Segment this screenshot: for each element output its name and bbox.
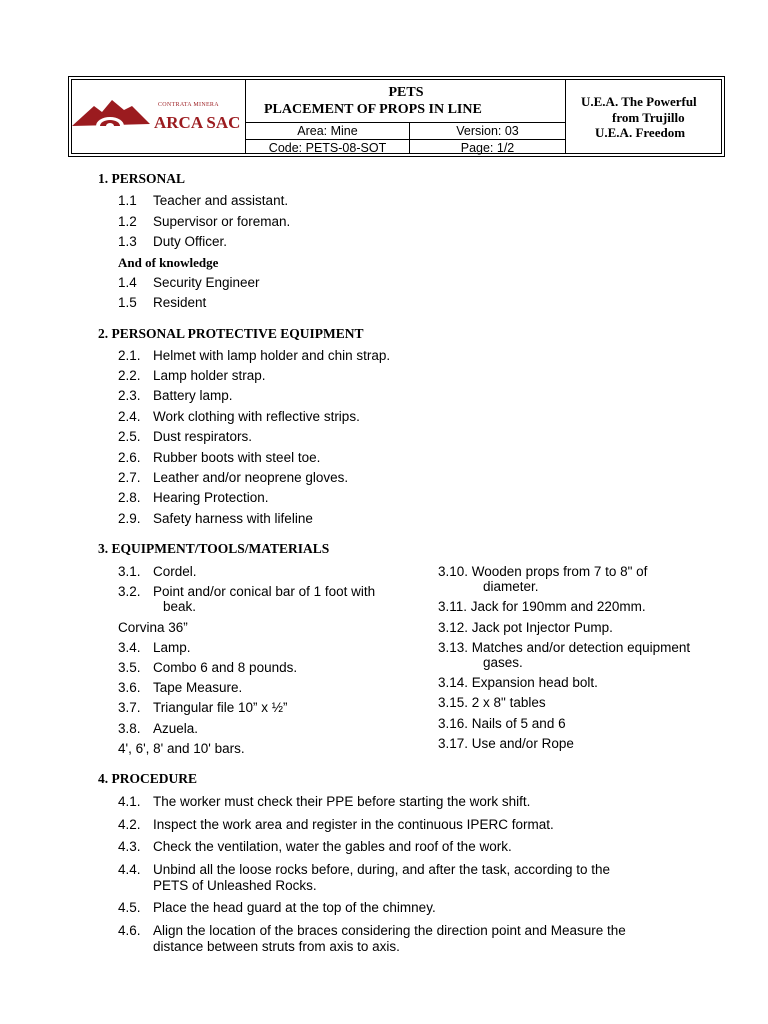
- item-text: Helmet with lamp holder and chin strap.: [153, 348, 391, 363]
- item-text: Tape Measure.: [153, 680, 243, 695]
- item-number: 2.4.: [118, 409, 141, 424]
- company-logo: [72, 80, 244, 153]
- section-heading: 1. PERSONAL: [98, 171, 186, 186]
- step-continuation: distance between struts from axis to axis.: [153, 939, 400, 954]
- document-type: PETS: [388, 85, 424, 100]
- step-number: 4.6.: [118, 923, 141, 938]
- item-number: 1.4: [118, 275, 137, 290]
- step-text: Unbind all the loose rocks before, during, and after the task, according to the: [153, 862, 611, 877]
- item-text: Rubber boots with steel toe.: [153, 450, 321, 465]
- list-item: [118, 660, 297, 676]
- step-number: 4.4.: [118, 862, 141, 877]
- list-item: [118, 234, 227, 250]
- procedure-step: [118, 900, 436, 916]
- item-number: 2.2.: [118, 368, 141, 383]
- step-number: 4.2.: [118, 817, 141, 832]
- item-text: Triangular file 10” x ½”: [153, 700, 288, 715]
- list-item: [118, 429, 252, 445]
- item-text: Dust respirators.: [153, 429, 253, 444]
- item-number: 1.1: [118, 193, 137, 208]
- document-title-cell: [247, 80, 565, 122]
- procedure-step: [118, 794, 530, 810]
- item-text: Security Engineer: [153, 275, 260, 290]
- list-item: [118, 368, 266, 384]
- list-item: [118, 214, 290, 230]
- list-item: [118, 295, 206, 311]
- item-text: Supervisor or foreman.: [153, 214, 291, 229]
- step-text: Inspect the work area and register in the continuous IPERC format.: [153, 817, 554, 832]
- list-item: [118, 721, 198, 737]
- area-field: Area: Mine: [297, 124, 358, 138]
- item-text: Azuela.: [153, 721, 199, 736]
- uea-line: U.E.A. The Powerful: [581, 94, 697, 109]
- item-number: 2.9.: [118, 511, 141, 526]
- item-text: Work clothing with reflective strips.: [153, 409, 360, 424]
- list-item: [118, 490, 269, 506]
- list-item: [118, 275, 260, 291]
- uea-line: from Trujillo: [612, 110, 685, 125]
- subheading: And of knowledge: [118, 255, 219, 270]
- list-item: 3.12. Jack pot Injector Pump.: [438, 620, 613, 635]
- item-text: Resident: [153, 295, 207, 310]
- list-item: [118, 584, 375, 600]
- list-item: 3.15. 2 x 8" tables: [438, 695, 546, 710]
- logo-tagline: CONTRATA MINERA: [158, 102, 219, 108]
- list-item: 3.13. Matches and/or detection equipment: [438, 640, 691, 655]
- item-text: Leather and/or neoprene gloves.: [153, 470, 349, 485]
- list-item: 3.10. Wooden props from 7 to 8" of: [438, 564, 648, 579]
- item-text: Duty Officer.: [153, 234, 228, 249]
- item-number: 3.2.: [118, 584, 141, 599]
- document-header: [68, 76, 725, 157]
- step-text: Check the ventilation, water the gables and roof of the work.: [153, 839, 512, 854]
- item-text: Combo 6 and 8 pounds.: [153, 660, 298, 675]
- list-item: Corvina 36”: [118, 620, 188, 635]
- item-text: Point and/or conical bar of 1 foot with: [153, 584, 376, 599]
- logo-company-name: ARCA SAC: [154, 113, 241, 132]
- item-number: 3.8.: [118, 721, 141, 736]
- procedure-step: [118, 862, 610, 878]
- list-item: 3.14. Expansion head bolt.: [438, 675, 598, 690]
- list-item: [118, 680, 242, 696]
- item-number: 3.7.: [118, 700, 141, 715]
- item-text: Lamp holder strap.: [153, 368, 266, 383]
- list-item: [118, 470, 348, 486]
- step-number: 4.5.: [118, 900, 141, 915]
- item-text: Safety harness with lifeline: [153, 511, 313, 526]
- item-number: 3.4.: [118, 640, 141, 655]
- uea-cell: [568, 80, 721, 153]
- list-item: 3.16. Nails of 5 and 6: [438, 716, 566, 731]
- list-item: [118, 388, 233, 404]
- list-item: [118, 450, 320, 466]
- list-item: [118, 193, 288, 209]
- step-text: Align the location of the braces considering the direction point and Measure the: [153, 923, 626, 938]
- step-number: 4.3.: [118, 839, 141, 854]
- item-number: 1.3: [118, 234, 137, 249]
- version-field: Version: 03: [456, 124, 519, 138]
- item-continuation: gases.: [483, 655, 523, 670]
- procedure-step: [118, 817, 554, 833]
- list-item: [118, 640, 191, 656]
- divider: [565, 80, 566, 153]
- item-number: 2.3.: [118, 388, 141, 403]
- item-continuation: beak.: [163, 599, 197, 614]
- step-number: 4.1.: [118, 794, 141, 809]
- item-number: 1.2: [118, 214, 137, 229]
- list-item: [118, 564, 197, 580]
- list-item: [118, 348, 390, 364]
- list-item: 4', 6', 8' and 10' bars.: [118, 741, 245, 756]
- step-text: Place the head guard at the top of the chimney.: [153, 900, 436, 915]
- item-text: Cordel.: [153, 564, 197, 579]
- header-inner-frame: [71, 79, 722, 154]
- item-continuation: diameter.: [483, 579, 539, 594]
- item-number: 2.8.: [118, 490, 141, 505]
- document-title: PLACEMENT OF PROPS IN LINE: [264, 102, 482, 117]
- item-number: 3.6.: [118, 680, 141, 695]
- item-number: 2.7.: [118, 470, 141, 485]
- step-text: The worker must check their PPE before starting the work shift.: [153, 794, 531, 809]
- section-heading: 2. PERSONAL PROTECTIVE EQUIPMENT: [98, 326, 364, 341]
- list-item: 3.11. Jack for 190mm and 220mm.: [438, 599, 646, 614]
- list-item: [118, 409, 360, 425]
- item-number: 2.5.: [118, 429, 141, 444]
- item-text: Teacher and assistant.: [153, 193, 289, 208]
- procedure-step: [118, 839, 512, 855]
- item-text: Lamp.: [153, 640, 191, 655]
- code-field: Code: PETS-08-SOT: [268, 141, 387, 155]
- item-number: 3.5.: [118, 660, 141, 675]
- item-number: 3.1.: [118, 564, 141, 579]
- section-heading: 4. PROCEDURE: [98, 771, 198, 786]
- item-number: 2.6.: [118, 450, 141, 465]
- list-item: [118, 700, 288, 716]
- item-number: 2.1.: [118, 348, 141, 363]
- item-text: Hearing Protection.: [153, 490, 269, 505]
- list-item: [118, 511, 313, 527]
- uea-line: U.E.A. Freedom: [595, 125, 686, 140]
- item-text: Battery lamp.: [153, 388, 233, 403]
- step-continuation: PETS of Unleashed Rocks.: [153, 878, 317, 893]
- page-number: Page: 1/2: [460, 141, 515, 155]
- item-number: 1.5: [118, 295, 137, 310]
- procedure-step: [118, 923, 626, 939]
- list-item: 3.17. Use and/or Rope: [438, 736, 574, 751]
- section-heading: 3. EQUIPMENT/TOOLS/MATERIALS: [98, 541, 330, 556]
